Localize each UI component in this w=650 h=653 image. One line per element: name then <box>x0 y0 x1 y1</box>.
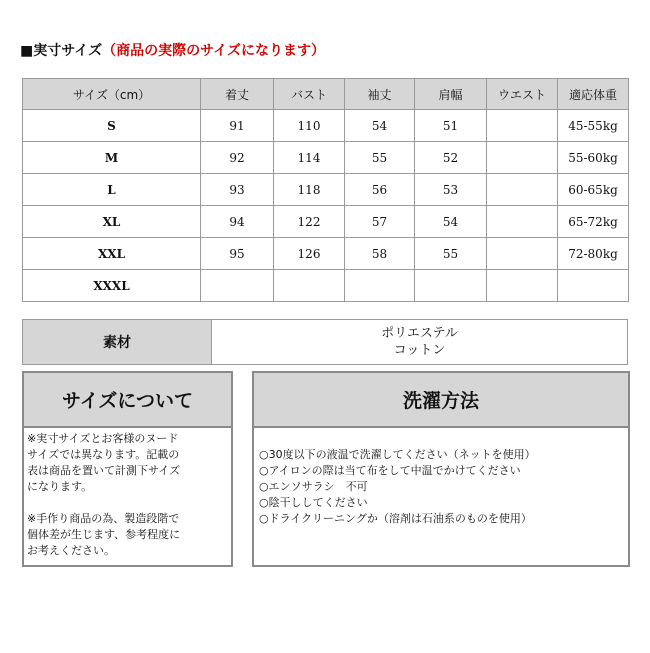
table-row <box>23 238 629 270</box>
table-row <box>23 174 629 206</box>
page-title: ■実寸サイズ（商品の実際のサイズになります） <box>20 43 325 59</box>
table-cell: 72-80kg <box>558 238 629 270</box>
table-cell <box>201 270 274 302</box>
title-note: （商品の実際のサイズになります） <box>102 43 325 59</box>
size-cell: XL <box>23 206 201 238</box>
table-cell <box>558 270 629 302</box>
header-shoulder: 肩幅 <box>415 79 487 110</box>
table-cell <box>487 142 558 174</box>
table-cell: 91 <box>201 110 274 142</box>
table-cell: 55 <box>415 238 487 270</box>
table-cell: 55-60kg <box>558 142 629 174</box>
table-cell: 65-72kg <box>558 206 629 238</box>
table-cell: 93 <box>201 174 274 206</box>
table-cell <box>415 270 487 302</box>
size-about-text: ※実寸サイズとお客様のヌード サイズでは異なります。記載の 表は商品を置いて計測下サイズ になります。 ※手作り商品の為、製造段階で 個体差が生じます、参考程度に お考えください。 <box>27 432 181 557</box>
table-row <box>23 206 629 238</box>
table-cell: 122 <box>274 206 345 238</box>
header-bust: バスト <box>274 79 345 110</box>
washing-box <box>252 371 630 567</box>
table-cell: 55 <box>345 142 415 174</box>
table-cell: 54 <box>345 110 415 142</box>
table-row <box>23 142 629 174</box>
table-cell: 118 <box>274 174 345 206</box>
header-waist: ウエスト <box>487 79 558 110</box>
size-about-box <box>22 371 233 567</box>
table-cell: 60-65kg <box>558 174 629 206</box>
table-cell: 45-55kg <box>558 110 629 142</box>
size-table <box>22 78 629 302</box>
material-values <box>212 320 627 364</box>
washing-list <box>254 428 628 527</box>
list-item: ○エンソサラシ 不可 <box>259 480 368 493</box>
size-cell: XXXL <box>23 270 201 302</box>
table-cell <box>487 238 558 270</box>
table-cell: 54 <box>415 206 487 238</box>
table-cell: 56 <box>345 174 415 206</box>
table-cell: 94 <box>201 206 274 238</box>
list-item: ○30度以下の液温で洗濯してください（ネットを使用） <box>259 448 536 461</box>
table-cell: 95 <box>201 238 274 270</box>
table-header-row <box>23 79 629 110</box>
size-cell: XXL <box>23 238 201 270</box>
table-cell: 51 <box>415 110 487 142</box>
table-cell <box>345 270 415 302</box>
table-cell <box>487 174 558 206</box>
header-sleeve: 袖丈 <box>345 79 415 110</box>
table-row <box>23 110 629 142</box>
table-cell <box>487 206 558 238</box>
table-cell: 57 <box>345 206 415 238</box>
header-length: 着丈 <box>201 79 274 110</box>
table-cell: 53 <box>415 174 487 206</box>
size-cell: M <box>23 142 201 174</box>
table-cell <box>487 110 558 142</box>
material-label: 素材 <box>23 320 212 364</box>
size-about-heading: サイズについて <box>24 373 231 428</box>
header-size: サイズ（cm） <box>23 79 201 110</box>
washing-heading: 洗濯方法 <box>254 373 628 428</box>
size-cell: L <box>23 174 201 206</box>
material-value: コットン <box>393 343 446 358</box>
material-box <box>22 319 628 365</box>
table-cell: 110 <box>274 110 345 142</box>
table-cell: 92 <box>201 142 274 174</box>
table-cell <box>274 270 345 302</box>
header-weight: 適応体重 <box>558 79 629 110</box>
list-item: ○アイロンの際は当て布をして中温でかけてください <box>259 464 521 477</box>
material-value: ポリエステル <box>381 326 458 341</box>
table-row <box>23 270 629 302</box>
table-cell: 126 <box>274 238 345 270</box>
list-item: ○ドライクリーニングか（溶剤は石油系のものを使用） <box>259 512 532 525</box>
list-item: ○陰干ししてください <box>259 496 368 509</box>
table-cell: 58 <box>345 238 415 270</box>
table-cell <box>487 270 558 302</box>
table-cell: 52 <box>415 142 487 174</box>
table-cell: 114 <box>274 142 345 174</box>
size-cell: S <box>23 110 201 142</box>
